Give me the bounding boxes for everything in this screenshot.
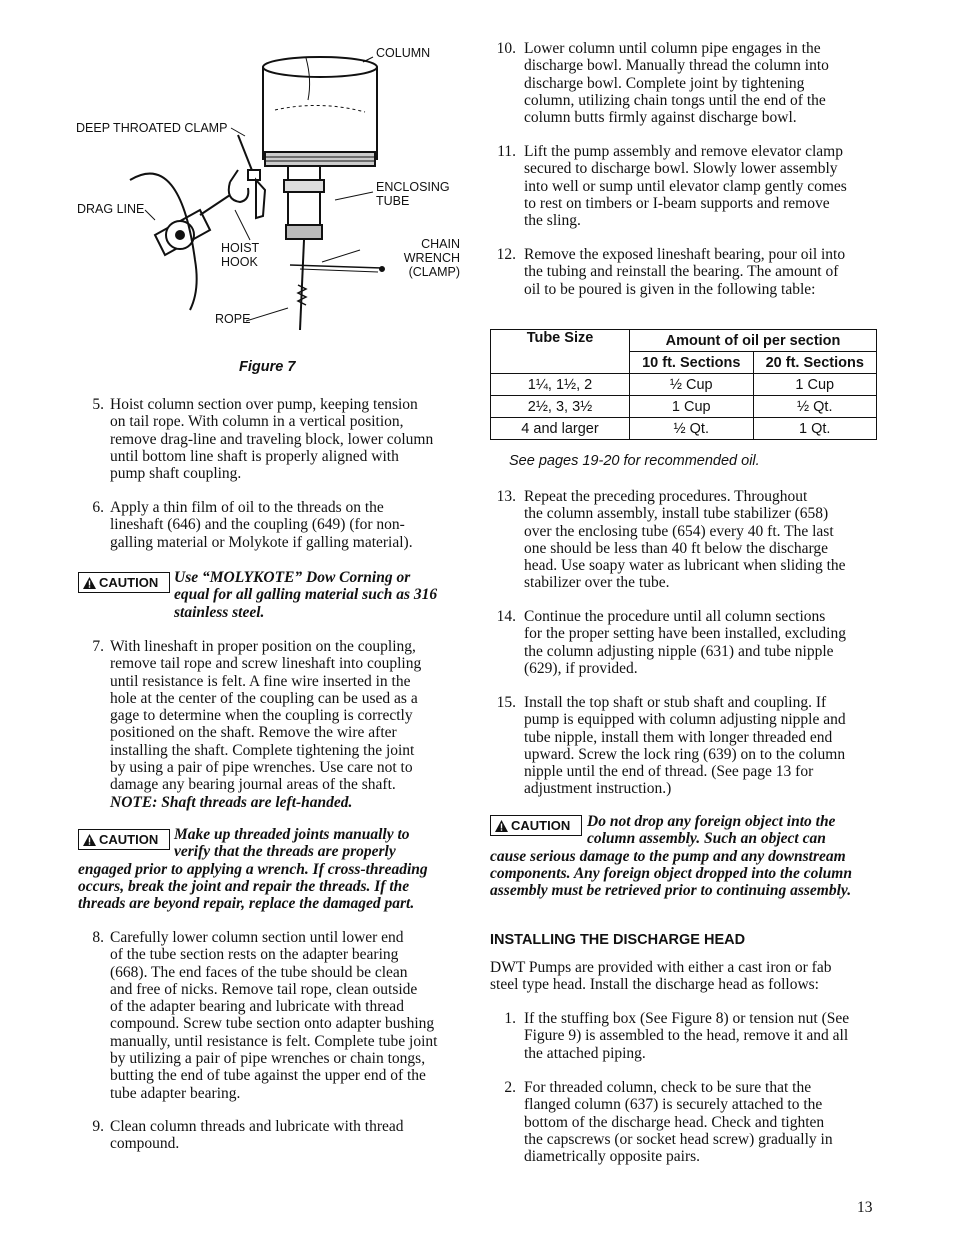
step-text: Lift the pump assembly and remove elevator clamp secured to discharge bowl. Slowly lower assembly into well or sump until elevator clamp gently comes to rest on timbers or I-beam supports and remove the sling. [524,143,847,230]
step-text: Lower column until column pipe engages in the discharge bowl. Manually thread the column into discharge bowl. Complete joint by tightening column, utilizing chain tongs until the end of the column butts firmly against discharge bowl. [524,40,829,127]
step-note: NOTE: Shaft threads are left-handed. [110,793,353,811]
label-column: COLUMN [376,46,431,60]
table-cell: 2½, 3, 3½ [491,396,630,418]
caution-text-2-rest: engaged prior to applying a wrench. If cross-threading occurs, break the joint and repair the threads. If the threads are beyond repair, replace the damaged part. [78,860,428,913]
table-subheader-20ft: 20 ft. Sections [753,352,877,374]
caution-badge [78,572,170,593]
step-text: Install the top shaft or stub shaft and coupling. If pump is equipped with column adjusting nipple and tube nipple, install them with longer threaded end upward. Screw the lock ring (639) on to the column nipple until the end of thread. (See page 13 for adjustment instruction.) [524,694,846,798]
step-text: Hoist column section over pump, keeping tension on tail rope. With column in a vertical position, remove drag-line and traveling block, lower column until bottom line shaft is properly aligned with pump shaft coupling. [110,396,434,483]
step-text: Clean column threads and lubricate with thread compound. [110,1118,404,1153]
step-text: If the stuffing box (See Figure 8) or tension nut (See Figure 9) is assembled to the head, remove it and all the attached piping. [524,1010,850,1062]
table-cell: 4 and larger [491,418,630,440]
table-cell: 1¼, 1½, 2 [491,374,630,396]
oil-amount-table [490,329,877,440]
label-enclosing-tube: ENCLOSING TUBE [376,180,450,208]
caution-badge [78,829,170,850]
label-rope: ROPE [215,312,251,326]
warning-triangle-icon [495,820,508,832]
step-number: 7. [92,638,104,655]
step-text: With lineshaft in proper position on the coupling, remove tail rope and screw lineshaft into coupling until resistance is felt. A fine wire inserted in the hole at the center of the coupling can be used as a gage to determine when the coupling is correctly positioned on the shaft. Remove the wire after installing the shaft. Complete tightening the joint by using a pair of pipe wrenches. Use care not to damage any bearing journal areas of the shaft. [110,638,422,794]
caution-text-3-first: Do not drop any foreign object into the column assembly. Such an object can [587,813,836,848]
step-number: 12. [496,246,516,263]
label-hoist-hook: HOIST HOOK [221,241,260,269]
section-intro: DWT Pumps are provided with either a cast iron or fab steel type head. Install the discharge head as follows: [490,959,832,994]
warning-triangle-icon [83,577,96,589]
table-cell: ½ Cup [630,374,754,396]
step-text: Carefully lower column section until lower end of the tube section rests on the adapter bearing (668). The end faces of the tube should be clean and free of nicks. Remove tail rope, clean outside of the adapter bearing and lubricate with thread compound. Screw tube section onto adapter bushing manually, until resistance is felt. Complete tube joint by utilizing a pair of pipe wrenches or chain tongs, butting the end of tube against the upper end of the tube adapter bearing. [110,929,438,1102]
page-number: 13 [857,1199,873,1216]
table-row [491,418,877,440]
step-number: 2. [504,1079,516,1096]
step-number: 6. [92,499,104,516]
caution-text-3-rest: cause serious damage to the pump and any downstream components. Any foreign object dropped into the column assembly must be retrieved prior to continuing assembly. [490,847,852,900]
table-cell: 1 Qt. [753,418,877,440]
label-deep-throated-clamp: DEEP THROATED CLAMP [76,121,228,135]
step-number: 15. [496,694,516,711]
table-header-amount: Amount of oil per section [630,330,877,352]
step-number: 10. [496,40,516,57]
figure-7 [60,40,460,340]
table-subheader-10ft: 10 ft. Sections [630,352,754,374]
table-cell: 1 Cup [630,396,754,418]
caution-label: CAUTION [99,832,159,847]
step-number: 9. [92,1118,104,1135]
section-heading: INSTALLING THE DISCHARGE HEAD [490,932,746,948]
step-text: Remove the exposed lineshaft bearing, pour oil into the tubing and reinstall the bearing. The amount of oil to be poured is given in the following table: [524,246,846,298]
table-cell: ½ Qt. [753,396,877,418]
step-text: Repeat the preceding procedures. Throughout the column assembly, install tube stabilizer (658) over the enclosing tube (654) every 40 ft. The last one should be less than 40 ft below the discharge head. Use soapy water as lubricant when sliding the stabilizer over the tube. [524,488,846,592]
caution-badge [490,815,582,836]
step-number: 5. [92,396,104,413]
caution-label: CAUTION [99,575,159,590]
table-note: See pages 19-20 for recommended oil. [509,453,760,469]
step-number: 11. [497,143,516,160]
table-header-tube-size: Tube Size [491,330,630,374]
caution-text-2-first: Make up threaded joints manually to verify that the threads are properly [174,826,410,861]
warning-triangle-icon [83,834,96,846]
label-drag-line: DRAG LINE [77,202,145,216]
step-text: For threaded column, check to be sure that the flanged column (637) is securely attached to the bottom of the discharge head. Check and tighten the capscrews (or socket head screw) gradually in diametrically opposite pairs. [524,1079,833,1166]
table-cell: 1 Cup [753,374,877,396]
table-cell: ½ Qt. [630,418,754,440]
step-number: 13. [496,488,516,505]
caution-label: CAUTION [511,818,571,833]
step-text: Apply a thin film of oil to the threads on the lineshaft (646) and the coupling (649) (for non- galling material or Molykote if galling material). [110,499,413,551]
caution-text-1: Use “MOLYKOTE” Dow Corning or equal for all galling material such as 316 stainless steel. [174,569,438,621]
step-number: 1. [504,1010,516,1027]
table-row [491,374,877,396]
step-text: Continue the procedure until all column sections for the proper setting have been installed, excluding the column adjusting nipple (631) and tube nipple (629), if provided. [524,608,846,677]
step-number: 14. [496,608,516,625]
label-chain-wrench: CHAIN WRENCH (CLAMP) [403,237,460,279]
step-number: 8. [92,929,104,946]
table-row [491,396,877,418]
figure-caption: Figure 7 [239,359,296,375]
